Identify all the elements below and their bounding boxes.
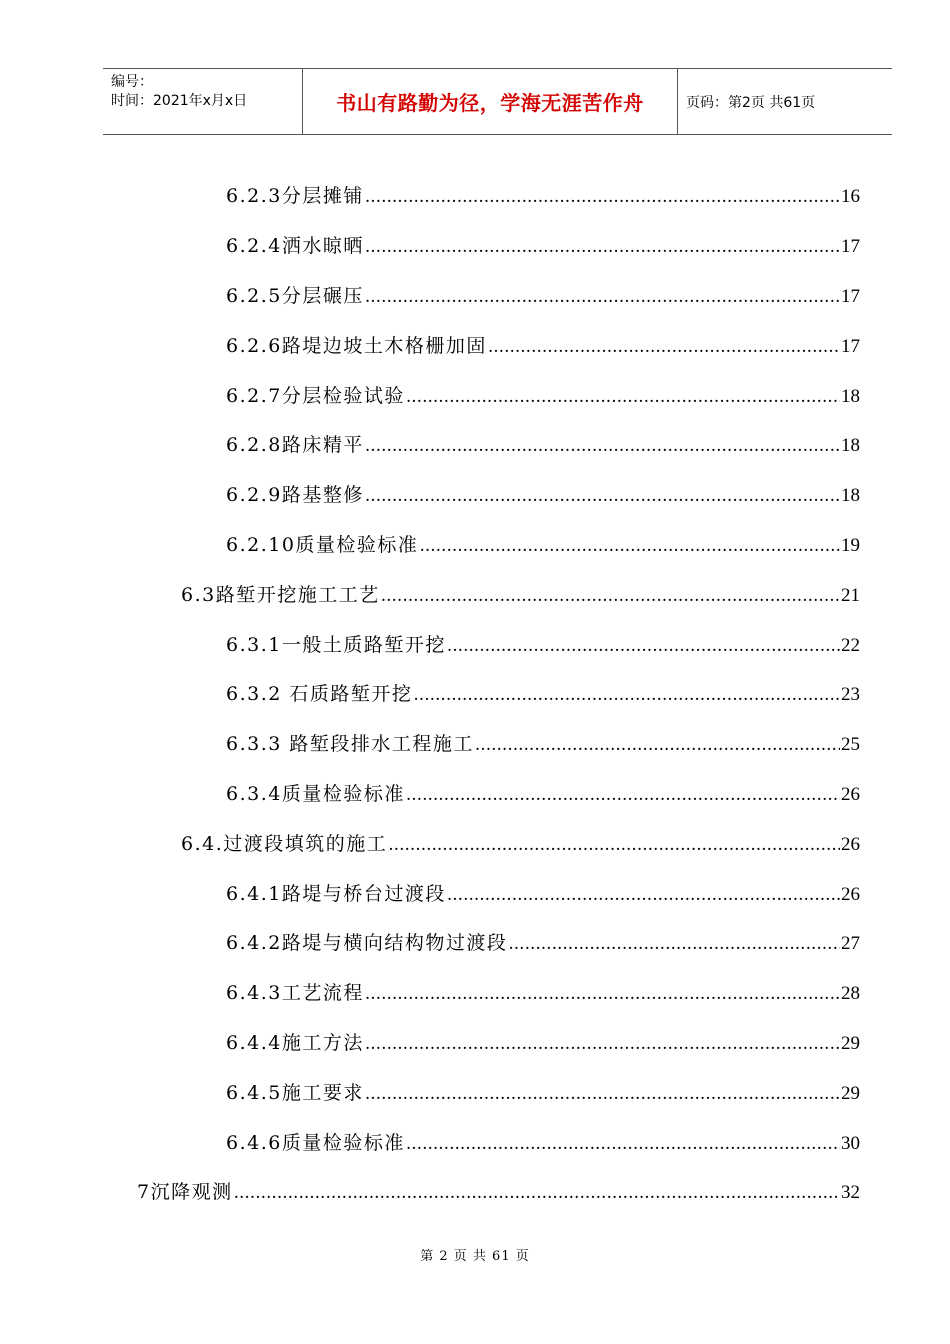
toc-entry[interactable] [0, 419, 950, 469]
toc-leader-dots [419, 536, 840, 556]
toc-leader-dots [447, 636, 840, 656]
time-label: 时间：2021年x月x日 [111, 93, 248, 109]
toc-entry-page: 26 [841, 783, 860, 805]
toc-entry-label: 6.2.5分层碾压 [226, 284, 364, 307]
toc-entry-label: 6.2.9路基整修 [226, 484, 364, 507]
toc-entry[interactable] [0, 768, 950, 818]
toc-entry-label: 6.4.2路堤与横向结构物过渡段 [226, 932, 508, 955]
toc-leader-dots [365, 486, 840, 506]
toc-entry-page: 26 [841, 883, 860, 905]
toc-leader-dots [406, 1134, 840, 1154]
toc-entry-label: 6.4.6质量检验标准 [226, 1131, 405, 1154]
toc-entry-page: 16 [841, 186, 860, 208]
toc-entry[interactable] [0, 319, 950, 369]
toc-leader-dots [488, 337, 840, 357]
toc-entry-label: 6.4.4施工方法 [226, 1031, 364, 1054]
toc-entry-label: 6.2.4洒水晾晒 [226, 235, 364, 258]
toc-entry-page: 17 [841, 285, 860, 307]
toc-entry-page: 26 [841, 833, 860, 855]
toc-entry-line [181, 580, 860, 607]
toc-entry-label: 6.4.3工艺流程 [226, 982, 364, 1005]
toc-entry-label: 6.4.1路堤与桥台过渡段 [226, 882, 446, 905]
toc-entry-label: 6.2.8路床精平 [226, 434, 364, 457]
toc-entry[interactable] [0, 469, 950, 519]
header-page-info: 页码：第2页 共61页 [686, 94, 816, 111]
toc-entry-line [226, 928, 860, 955]
toc-entry[interactable] [0, 867, 950, 917]
toc-entry-line [226, 679, 860, 706]
toc-entry-page: 25 [841, 734, 860, 756]
toc-leader-dots [406, 387, 840, 407]
toc-entry-line [137, 1177, 860, 1204]
toc-entry-line [226, 779, 860, 806]
toc-entry[interactable] [0, 817, 950, 867]
toc-entry-line [226, 630, 860, 657]
toc-entry[interactable] [0, 170, 950, 220]
toc-entry-line [226, 530, 860, 557]
header-meta [103, 69, 303, 134]
toc-leader-dots [365, 1034, 840, 1054]
toc-entry-label: 6.4.5施工要求 [226, 1081, 364, 1104]
toc-entry[interactable] [0, 519, 950, 569]
toc-entry-line [226, 281, 860, 308]
toc-leader-dots [381, 586, 840, 606]
toc-entry-label: 6.2.7分层检验试验 [226, 384, 405, 407]
toc-entry-label: 6.2.3分层摊铺 [226, 185, 364, 208]
toc-entry-label: 6.2.6路堤边坡土木格栅加固 [226, 334, 487, 357]
toc-entry[interactable] [0, 917, 950, 967]
toc-entry-line [226, 181, 860, 208]
toc-entry-page: 29 [841, 1082, 860, 1104]
toc-leader-dots [388, 835, 840, 855]
toc-entry[interactable] [0, 718, 950, 768]
toc-leader-dots [475, 735, 840, 755]
toc-entry[interactable] [0, 618, 950, 668]
toc-entry-page: 18 [841, 435, 860, 457]
toc-entry[interactable] [0, 270, 950, 320]
toc-leader-dots [406, 785, 840, 805]
toc-entry-line [226, 879, 860, 906]
toc-entry-line [226, 381, 860, 408]
page-header [103, 68, 892, 135]
toc-leader-dots [413, 685, 840, 705]
toc-entry[interactable] [0, 668, 950, 718]
toc-leader-dots [365, 1084, 840, 1104]
toc-entry[interactable] [0, 1166, 950, 1216]
toc-entry-line [226, 1028, 860, 1055]
toc-entry-page: 30 [841, 1132, 860, 1154]
toc-entry-label: 6.2.10质量检验标准 [226, 533, 419, 556]
toc-entry-page: 28 [841, 983, 860, 1005]
toc-entry-page: 21 [841, 584, 860, 606]
toc-entry-page: 17 [841, 236, 860, 258]
toc-entry-page: 18 [841, 485, 860, 507]
toc-entry-line [226, 480, 860, 507]
toc-entry[interactable] [0, 967, 950, 1017]
toc-entry-line [181, 829, 860, 856]
toc-entry[interactable] [0, 1116, 950, 1166]
toc-entry-line [226, 430, 860, 457]
toc-entry-label: 7沉降观测 [137, 1181, 233, 1204]
toc-entry-page: 32 [841, 1182, 860, 1204]
number-label: 编号： [111, 74, 153, 90]
toc-entry[interactable] [0, 1017, 950, 1067]
toc-entry-label: 6.4.过渡段填筑的施工 [181, 832, 388, 855]
toc-leader-dots [365, 237, 840, 257]
toc-entry[interactable] [0, 568, 950, 618]
toc-entry-line [226, 331, 860, 358]
toc-leader-dots [365, 187, 840, 207]
toc-entry[interactable] [0, 1066, 950, 1116]
toc-entry-line [226, 978, 860, 1005]
toc-entry[interactable] [0, 220, 950, 270]
toc-entry-line [226, 1128, 860, 1155]
toc-entry-page: 18 [841, 385, 860, 407]
toc-entry-label: 6.3.3 路堑段排水工程施工 [226, 733, 474, 756]
page-footer: 第 2 页 共 61 页 [420, 1249, 530, 1264]
toc-entry-line [226, 231, 860, 258]
toc-entry[interactable] [0, 369, 950, 419]
toc-entry-label: 6.3.2 石质路堑开挖 [226, 683, 413, 706]
toc-entry-label: 6.3.4质量检验标准 [226, 782, 405, 805]
toc-leader-dots [447, 885, 840, 905]
toc-entry-line [226, 729, 860, 756]
toc-entry-label: 6.3.1一般土质路堑开挖 [226, 633, 446, 656]
toc-leader-dots [508, 934, 840, 954]
toc-leader-dots [234, 1183, 840, 1203]
toc-entry-line [226, 1078, 860, 1105]
toc-entry-page: 29 [841, 1032, 860, 1054]
toc-entry-page: 22 [841, 634, 860, 656]
toc-entry-label: 6.3路堑开挖施工工艺 [181, 583, 380, 606]
toc-leader-dots [365, 436, 840, 456]
toc-leader-dots [365, 287, 840, 307]
toc-entry-page: 19 [841, 534, 860, 556]
toc-entry-page: 17 [841, 335, 860, 357]
header-motto: 书山有路勤为径，学海无涯苦作舟 [303, 69, 678, 134]
toc-entry-page: 27 [841, 933, 860, 955]
toc-entry-page: 23 [841, 684, 860, 706]
toc-leader-dots [365, 984, 840, 1004]
table-of-contents [0, 170, 950, 1216]
